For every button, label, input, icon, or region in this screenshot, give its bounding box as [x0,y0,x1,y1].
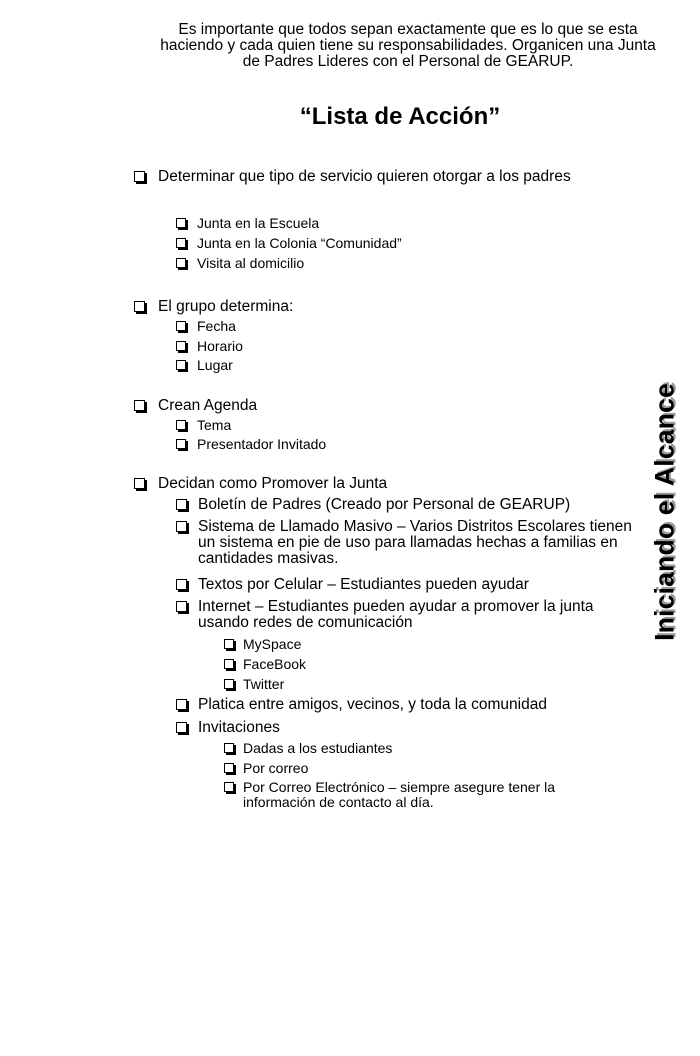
checklist-subitem [176,697,638,713]
checkbox-icon [134,400,145,411]
checklist-subitem [176,339,576,354]
checklist-subitem [176,358,576,373]
item-text: Sistema de Llamado Masivo – Varios Distritos Escolares tienen un sistema en pie de uso para llamadas hechas a familias en cantidades masivas. [198,518,632,567]
checkbox-icon [134,301,145,312]
checklist-subitem [176,599,638,631]
checkbox-icon [176,360,186,370]
checklist-subitem [176,519,638,567]
item-text: Invitaciones [198,719,280,736]
checkbox-icon [134,478,145,489]
checkbox-icon [224,679,234,689]
item-text: Textos por Celular – Estudiantes pueden ayudar [198,576,529,593]
checkbox-icon [176,699,187,710]
item-text: Platica entre amigos, vecinos, y toda la comunidad [198,696,547,713]
checklist-subitem [176,437,576,452]
checklist-subitem [176,418,576,433]
checkbox-icon [176,499,187,510]
item-text: Por correo [243,760,309,776]
checkbox-icon [176,218,186,228]
checkbox-icon [176,321,186,331]
checklist-subsubitem [224,780,614,810]
checkbox-icon [176,601,187,612]
checklist-subitem [176,236,576,251]
item-text: MySpace [243,636,302,652]
checkbox-icon [176,722,187,733]
checklist-subitem [176,256,576,271]
checkbox-icon [176,579,187,590]
checklist-subsubitem [224,657,604,672]
checklist-subsubitem [224,741,614,756]
checklist-subitem [176,216,576,231]
checkbox-icon [224,743,234,753]
checkbox-icon [224,782,234,792]
item-text: Fecha [197,318,236,334]
checkbox-icon [224,659,234,669]
checklist-subitem [176,319,576,334]
checklist-subsubitem [224,677,604,692]
item-text: Boletín de Padres (Creado por Personal de GEARUP) [198,496,571,513]
intro-paragraph: Es importante que todos sepan exactamente que es lo que se esta haciendo y cada quien tiene su responsabilidades. Organicen una Junta de Padres Lideres con el Personal de GEARUP. [160,21,656,70]
checkbox-icon [176,238,186,248]
item-text: Visita al domicilio [197,255,305,271]
checkbox-icon [176,258,186,268]
item-text: Determinar que tipo de servicio quieren otorgar a los padres [158,168,571,185]
item-text: Crean Agenda [158,397,258,414]
checklist-subsubitem [224,637,604,652]
checkbox-icon [224,639,234,649]
checklist-subitem [176,720,638,736]
checklist-subsubitem [224,761,614,776]
item-text: Decidan como Promover la Junta [158,475,388,492]
item-text: Por Correo Electrónico – siempre asegure tener la información de contacto al día. [243,779,556,810]
checkbox-icon [224,763,234,773]
checklist-subitem [176,577,638,593]
side-title-container [644,354,686,670]
checklist-item [134,299,614,315]
checkbox-icon [176,521,187,532]
item-text: Tema [197,417,232,433]
item-text: Lugar [197,357,233,373]
checkbox-icon [176,439,186,449]
checkbox-icon [176,420,186,430]
checkbox-icon [176,341,186,351]
checklist-item [134,169,614,185]
item-text: Presentador Invitado [197,436,327,452]
item-text: FaceBook [243,656,307,672]
item-text: Twitter [243,676,285,692]
item-text: Junta en la Escuela [197,215,320,231]
item-text: Dadas a los estudiantes [243,740,393,756]
item-text: Internet – Estudiantes pueden ayudar a promover la junta usando redes de comunicación [198,598,594,631]
side-title: Iniciando el Alcance [649,383,680,641]
checkbox-icon [134,171,145,182]
checklist-subitem [176,497,646,513]
item-text: Junta en la Colonia “Comunidad” [197,235,402,251]
page-title: “Lista de Acción” [299,103,501,130]
checklist-item [134,398,614,414]
checklist-item [134,476,614,492]
item-text: El grupo determina: [158,298,294,315]
item-text: Horario [197,338,243,354]
